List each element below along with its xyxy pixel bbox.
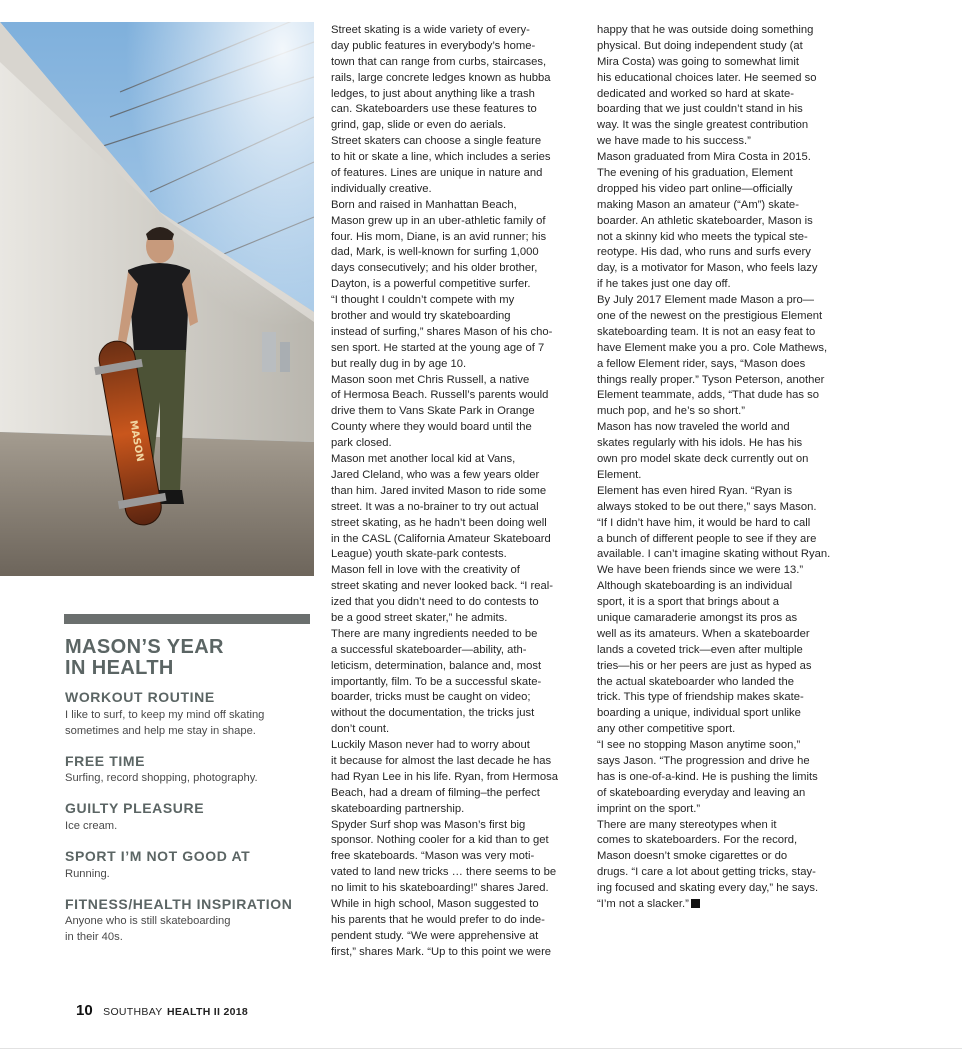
text-line: be a good street skater,” he admits. xyxy=(331,611,508,624)
text-line: of features. Lines are unique in nature and xyxy=(331,167,543,180)
text-line: brother and would try skateboarding xyxy=(331,310,511,323)
sidebar-item-text: Ice cream. xyxy=(65,820,118,832)
text-line: boarding a unique, individual sport unlike xyxy=(597,707,801,720)
text-line: day public features in everybody’s home- xyxy=(331,39,536,52)
text-line: own pro model skate deck currently out on xyxy=(597,453,809,466)
sidebar-item-text: Anyone who is still skateboarding in their 40s. xyxy=(65,915,231,943)
article-column-2 xyxy=(597,23,849,913)
sidebar-item-text: Surfing, record shopping, photography. xyxy=(65,772,258,784)
page-number: 10 xyxy=(76,1002,93,1019)
text-line: League) youth skate-park contests. xyxy=(331,548,507,561)
text-line: Street skaters can choose a single feature xyxy=(331,135,542,148)
text-line: trick. This type of friendship makes skate- xyxy=(597,691,804,704)
text-line: Element. xyxy=(597,468,642,481)
sidebar-title xyxy=(65,637,310,679)
text-line: don’t count. xyxy=(331,723,390,736)
sidebar-item-text: I like to surf, to keep my mind off skating sometimes and help me stay in shape. xyxy=(65,709,265,737)
text-line: had Ryan Lee in his life. Ryan, from Hermosa xyxy=(331,770,558,783)
text-line: While in high school, Mason suggested to xyxy=(331,897,539,910)
article-column-1 xyxy=(331,23,580,961)
text-line: tries—his or her peers are just as hyped as xyxy=(597,659,812,672)
text-line: Mason met another local kid at Vans, xyxy=(331,453,516,466)
text-line: street skating and never looked back. “I real- xyxy=(331,580,553,593)
text-line: a fellow Element rider, says, “Mason does xyxy=(597,357,806,370)
text-line: skates regularly with his idols. He has his xyxy=(597,437,803,450)
text-line: There are many stereotypes when it xyxy=(597,818,777,831)
text-line: comes to skateboarders. For the record, xyxy=(597,834,798,847)
text-line: than him. Jared invited Mason to ride some xyxy=(331,484,547,497)
text-line: dropped his video part online—officially xyxy=(597,182,793,195)
text-line: first,” shares Mark. “Up to this point we were xyxy=(331,945,552,958)
sidebar-item-label: FITNESS/HEALTH INSPIRATION xyxy=(65,896,293,912)
text-line: unique camaraderie amongst its pros as xyxy=(597,611,798,624)
text-line: Mason doesn’t smoke cigarettes or do xyxy=(597,850,788,863)
sidebar-item-label: FREE TIME xyxy=(65,753,146,769)
sidebar-item-text: Running. xyxy=(65,868,110,880)
bottom-rule xyxy=(0,1048,962,1049)
deck-text: MASON xyxy=(127,419,146,463)
text-line: Element teammate, adds, “That dude has so xyxy=(597,389,819,402)
text-line: instead of surfing,” shares Mason of his cho- xyxy=(331,325,553,338)
text-line: ledges, to just about anything like a trash xyxy=(331,87,535,100)
text-line: well as its amateurs. When a skateboarder xyxy=(597,627,810,640)
text-line: but really dug in by age 10. xyxy=(331,357,467,370)
text-line: says Jason. “The progression and drive he xyxy=(597,754,810,767)
text-line: skateboarding partnership. xyxy=(331,802,465,815)
text-line: “If I didn’t have him, it would be hard to call xyxy=(597,516,811,529)
text-line: Mason has now traveled the world and xyxy=(597,421,790,434)
sidebar-item-label: SPORT I’M NOT GOOD AT xyxy=(65,848,251,864)
text-line: rails, large concrete ledges known as hubba xyxy=(331,71,551,84)
end-of-article-mark xyxy=(691,899,700,908)
page-footer xyxy=(76,1002,248,1020)
text-line: street. It was a no-brainer to try out actual xyxy=(331,500,539,513)
text-line: free skateboards. “Mason was very moti- xyxy=(331,850,535,863)
text-line: Dayton, is a powerful competitive surfer. xyxy=(331,278,531,291)
text-line: days consecutively; and his older brother, xyxy=(331,262,538,275)
text-line: no limit to his skateboarding!” shares Jared. xyxy=(331,882,549,895)
text-line: any other competitive sport. xyxy=(597,723,736,736)
sidebar-title-line1: MASON’S YEAR xyxy=(65,636,224,658)
text-line: his parents that he would prefer to do inde- xyxy=(331,913,545,926)
text-line: By July 2017 Element made Mason a pro— xyxy=(597,294,814,307)
sidebar-box xyxy=(64,614,310,679)
text-line: park closed. xyxy=(331,437,392,450)
text-line: Mason soon met Chris Russell, a native xyxy=(331,373,530,386)
text-line: available. I can’t imagine skating without Ryan. xyxy=(597,548,831,561)
text-line: without the documentation, the tricks just xyxy=(331,707,535,720)
text-line: four. His mom, Diane, is an avid runner; his xyxy=(331,230,547,243)
text-line: The evening of his graduation, Element xyxy=(597,167,793,180)
text-line: his educational choices later. He seemed so xyxy=(597,71,817,84)
text-line: much pop, and he’s so short.” xyxy=(597,405,746,418)
text-line: Mason grew up in an uber-athletic family of xyxy=(331,214,546,227)
text-line: we have made to his success.” xyxy=(597,135,751,148)
text-line: imprint on the sport.” xyxy=(597,802,701,815)
text-line: Element has even hired Ryan. “Ryan is xyxy=(597,484,793,497)
text-line: Born and raised in Manhattan Beach, xyxy=(331,198,517,211)
text-line: grind, gap, slide or even do aerials. xyxy=(331,119,507,132)
text-line: We have been friends since we were 13.” xyxy=(597,564,804,577)
text-line: importantly, film. To be a successful skate- xyxy=(331,675,542,688)
text-line: vated to land new tricks … there seems to be xyxy=(331,866,557,879)
text-line: in the CASL (California Amateur Skateboard xyxy=(331,532,551,545)
text-line: dedicated and worked so hard at skate- xyxy=(597,87,794,100)
text-line: reotype. His dad, who runs and surfs every xyxy=(597,246,811,259)
text-line: way. It was the single greatest contribution xyxy=(597,119,809,132)
text-line: things really proper.” Tyson Peterson, another xyxy=(597,373,825,386)
text-line: not a skinny kid who meets the typical ste- xyxy=(597,230,808,243)
text-line: Although skateboarding is an individual xyxy=(597,580,793,593)
text-line: sponsor. Nothing cooler for a kid than to get xyxy=(331,834,549,847)
text-line: has is one-of-a-kind. He is pushing the limits xyxy=(597,770,818,783)
text-line: individually creative. xyxy=(331,182,432,195)
text-line: There are many ingredients needed to be xyxy=(331,627,538,640)
text-line: Beach, had a dream of filming–the perfect xyxy=(331,786,540,799)
text-line: Jared Cleland, who was a few years older xyxy=(331,468,540,481)
text-line: Mason graduated from Mira Costa in 2015. xyxy=(597,151,811,164)
text-line: ing focused and skating every day,” he says. xyxy=(597,882,819,895)
text-line: have Element make you a pro. Cole Mathews, xyxy=(597,341,828,354)
text-line: dad, Mark, is well-known for surfing 1,000 xyxy=(331,246,539,259)
text-line: boarder, tricks must be caught on video; xyxy=(331,691,531,704)
sidebar-item-label: WORKOUT ROUTINE xyxy=(65,689,215,705)
text-line: one of the newest on the prestigious Element xyxy=(597,310,823,323)
text-line: happy that he was outside doing something xyxy=(597,24,814,36)
text-line: Luckily Mason never had to worry about xyxy=(331,739,530,752)
text-line: the actual skateboarder who landed the xyxy=(597,675,795,688)
text-line: “I see no stopping Mason anytime soon,” xyxy=(597,739,801,752)
text-line: boarder. An athletic skateboarder, Mason is xyxy=(597,214,813,227)
sidebar-title-line2: IN HEALTH xyxy=(65,657,174,679)
text-line: if he takes just one day off. xyxy=(597,278,731,291)
text-line: boarding that we just couldn’t stand in his xyxy=(597,103,803,116)
hero-photo xyxy=(0,22,314,576)
text-line: “I’m not a slacker.” xyxy=(597,897,689,910)
sidebar-rule xyxy=(64,614,310,624)
text-line: Mason fell in love with the creativity of xyxy=(331,564,520,577)
text-line-final xyxy=(597,897,849,913)
text-line: ized that you didn’t need to do contests to xyxy=(331,596,539,609)
text-line: it because for almost the last decade he has xyxy=(331,754,552,767)
text-line: sen sport. He started at the young age of 7 xyxy=(331,341,545,354)
text-line: of skateboarding everyday and leaving an xyxy=(597,786,806,799)
text-line: leticism, determination, balance and, most xyxy=(331,659,542,672)
text-line: Spyder Surf shop was Mason’s first big xyxy=(331,818,526,831)
text-line: a bunch of different people to see if they are xyxy=(597,532,817,545)
text-line: “I thought I couldn’t compete with my xyxy=(331,294,515,307)
text-line: drive them to Vans Skate Park in Orange xyxy=(331,405,535,418)
text-line: Street skating is a wide variety of every- xyxy=(331,24,530,36)
text-line: Mira Costa) was going to somewhat limit xyxy=(597,55,799,68)
text-line: pendent study. “We were apprehensive at xyxy=(331,929,539,942)
text-line: making Mason an amateur (“Am”) skate- xyxy=(597,198,799,211)
text-line: skateboarding team. It is not an easy feat to xyxy=(597,325,816,338)
text-line: drugs. “I care a lot about getting tricks, stay- xyxy=(597,866,816,879)
skater-photo-illustration xyxy=(0,22,314,576)
text-line: to hit or skate a line, which includes a series xyxy=(331,151,551,164)
text-line: street skating, as he hadn’t been doing well xyxy=(331,516,547,529)
publication-name: SOUTHBAY xyxy=(103,1006,163,1018)
text-line: sport, it is a sport that brings about a xyxy=(597,596,779,609)
text-line: lands a coveted trick—even after multiple xyxy=(597,643,803,656)
publication-issue: HEALTH II 2018 xyxy=(166,1006,249,1018)
text-line: can. Skateboarders use these features to xyxy=(331,103,537,116)
text-line: County where they would board until the xyxy=(331,421,532,434)
sidebar-item-label: GUILTY PLEASURE xyxy=(65,800,205,816)
text-line: always stoked to be out there,” says Mason. xyxy=(597,500,817,513)
text-line: a successful skateboarder—ability, ath- xyxy=(331,643,527,656)
text-line: physical. But doing independent study (at xyxy=(597,39,803,52)
text-line: town that can range from curbs, staircases, xyxy=(331,55,547,68)
text-line: of Hermosa Beach. Russell’s parents would xyxy=(331,389,549,402)
text-line: day, is a motivator for Mason, who feels lazy xyxy=(597,262,818,275)
